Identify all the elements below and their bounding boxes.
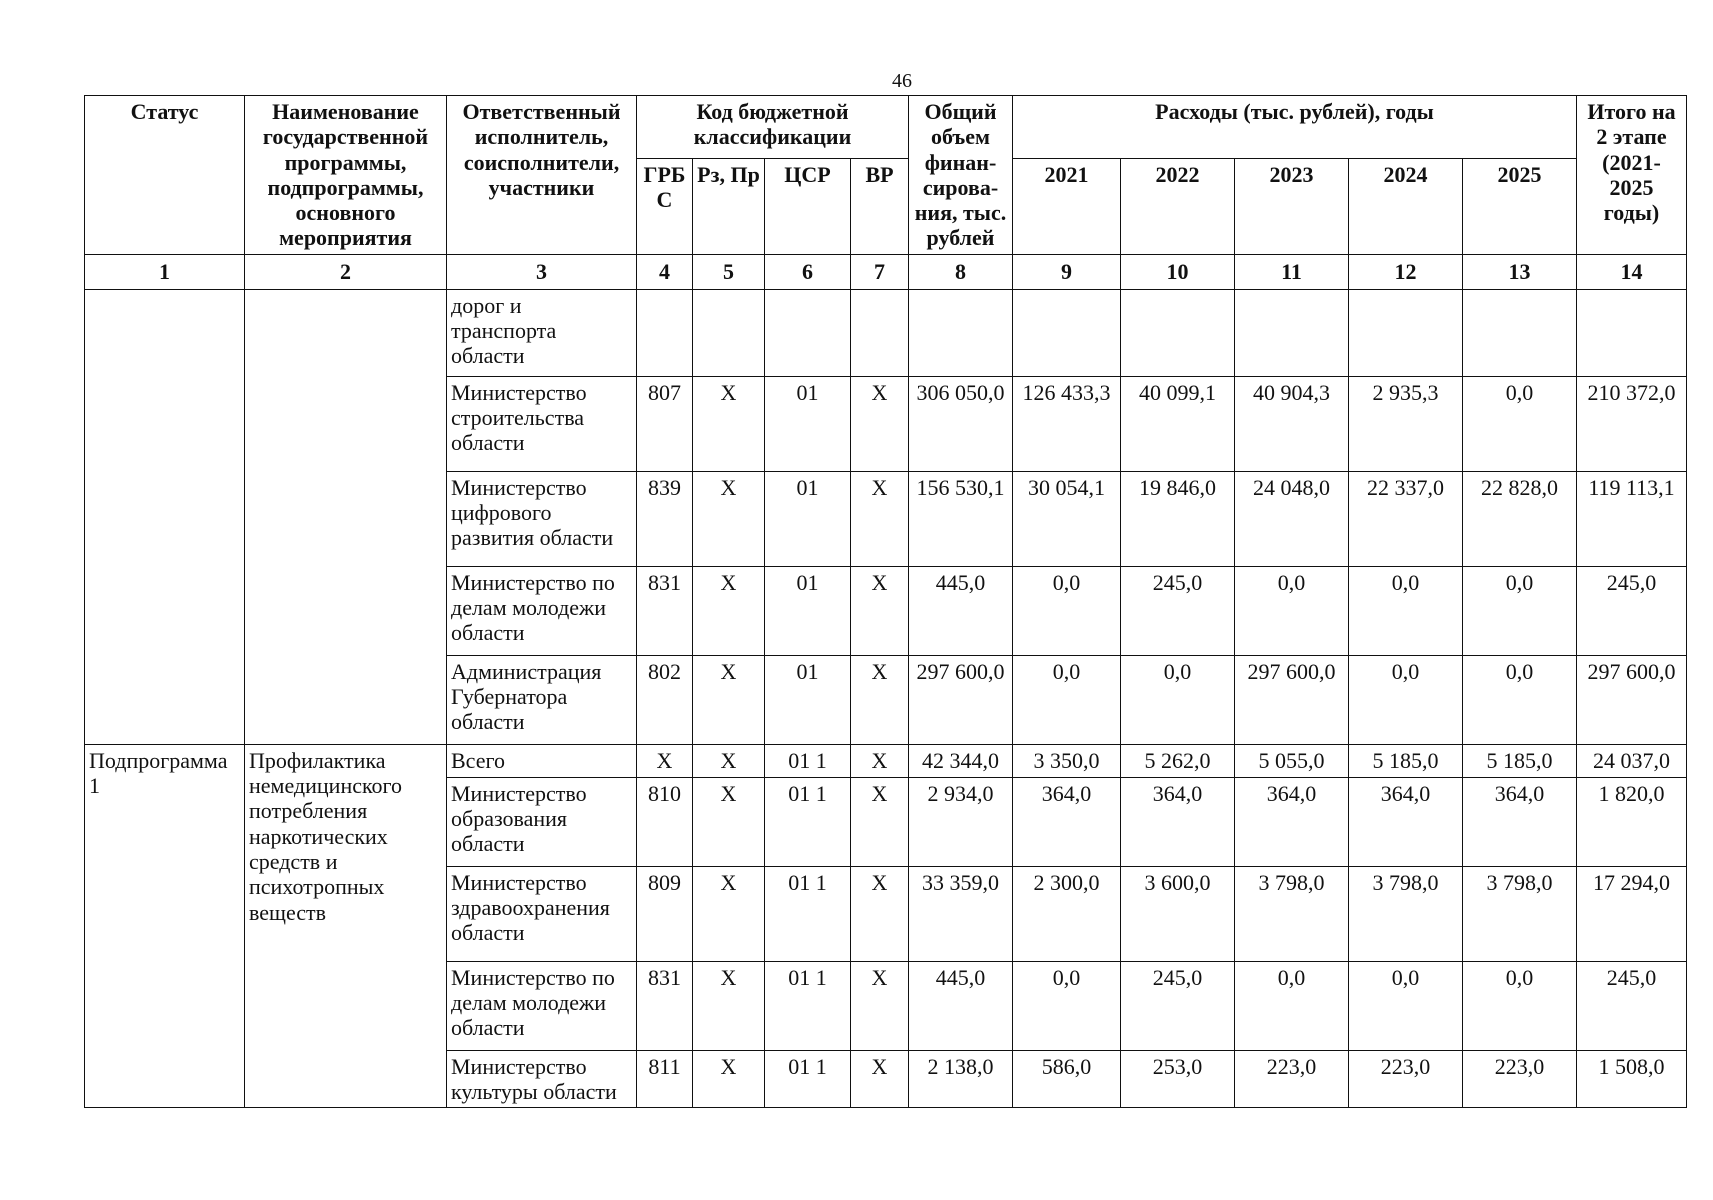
colnum: 5 <box>693 254 765 289</box>
vr-cell: X <box>851 961 909 1050</box>
subprogram-status-cell: Подпрограмма 1 <box>85 744 245 1108</box>
rz-pr-cell: X <box>693 655 765 744</box>
csr-cell: 01 <box>765 471 851 566</box>
csr-cell: 01 <box>765 566 851 655</box>
year-2023-cell: 24 048,0 <box>1235 471 1349 566</box>
year-2023-cell: 0,0 <box>1235 566 1349 655</box>
rz-pr-cell: X <box>693 961 765 1050</box>
year-2025-cell: 5 185,0 <box>1463 744 1577 777</box>
executor-cell: дорог и транспорта области <box>447 289 637 376</box>
header-year-2022: 2022 <box>1121 158 1235 254</box>
rz-pr-cell: X <box>693 744 765 777</box>
rz-pr-cell: X <box>693 777 765 866</box>
vr-cell: X <box>851 777 909 866</box>
year-2022-cell: 245,0 <box>1121 961 1235 1050</box>
year-2022-cell: 3 600,0 <box>1121 866 1235 961</box>
year-2021-cell: 364,0 <box>1013 777 1121 866</box>
stage-total-cell: 119 113,1 <box>1577 471 1687 566</box>
header-grbs: ГРБ С <box>637 158 693 254</box>
total-cell: 297 600,0 <box>909 655 1013 744</box>
total-cell: 445,0 <box>909 566 1013 655</box>
vr-cell: X <box>851 744 909 777</box>
total-cell: 33 359,0 <box>909 866 1013 961</box>
stage-total-cell: 17 294,0 <box>1577 866 1687 961</box>
year-2025-cell: 22 828,0 <box>1463 471 1577 566</box>
header-csr: ЦСР <box>765 158 851 254</box>
status-cell-empty <box>85 289 245 744</box>
year-2023-cell: 5 055,0 <box>1235 744 1349 777</box>
grbs-cell: 839 <box>637 471 693 566</box>
name-cell-empty <box>245 289 447 744</box>
executor-cell: Министерство по делам молодежи области <box>447 961 637 1050</box>
executor-cell: Министерство цифрового развития области <box>447 471 637 566</box>
year-2025-cell: 0,0 <box>1463 961 1577 1050</box>
year-2022-cell: 19 846,0 <box>1121 471 1235 566</box>
rz-pr-cell: X <box>693 1050 765 1108</box>
total-cell: 306 050,0 <box>909 376 1013 471</box>
colnum: 12 <box>1349 254 1463 289</box>
year-2024-cell: 0,0 <box>1349 566 1463 655</box>
year-2022-cell: 253,0 <box>1121 1050 1235 1108</box>
grbs-cell: 809 <box>637 866 693 961</box>
grbs-cell: 802 <box>637 655 693 744</box>
rz-pr-cell: X <box>693 566 765 655</box>
stage-total-cell: 24 037,0 <box>1577 744 1687 777</box>
csr-cell: 01 1 <box>765 744 851 777</box>
year-2021-cell: 586,0 <box>1013 1050 1121 1108</box>
grbs-cell: 831 <box>637 961 693 1050</box>
vr-cell: X <box>851 471 909 566</box>
year-2022-cell: 364,0 <box>1121 777 1235 866</box>
rz-pr-cell: X <box>693 866 765 961</box>
colnum: 6 <box>765 254 851 289</box>
grbs-cell: 831 <box>637 566 693 655</box>
executor-cell: Всего <box>447 744 637 777</box>
total-cell: 2 934,0 <box>909 777 1013 866</box>
grbs-cell: 807 <box>637 376 693 471</box>
year-2021-cell: 3 350,0 <box>1013 744 1121 777</box>
grbs-cell: 810 <box>637 777 693 866</box>
colnum: 3 <box>447 254 637 289</box>
year-2021-cell: 30 054,1 <box>1013 471 1121 566</box>
year-2023-cell: 40 904,3 <box>1235 376 1349 471</box>
executor-cell: Министерство образования области <box>447 777 637 866</box>
header-stage-total: Итого на 2 этапе (2021-2025 годы) <box>1577 96 1687 255</box>
stage-total-cell: 1 508,0 <box>1577 1050 1687 1108</box>
page-number: 46 <box>892 70 912 92</box>
header-year-2024: 2024 <box>1349 158 1463 254</box>
colnum: 2 <box>245 254 447 289</box>
header-total-volume: Общий объем финан-сирова-ния, тыс. рублей <box>909 96 1013 255</box>
colnum: 8 <box>909 254 1013 289</box>
year-2025-cell: 0,0 <box>1463 376 1577 471</box>
total-cell: 445,0 <box>909 961 1013 1050</box>
table-row <box>85 289 1687 376</box>
subprogram-name-cell: Профилактика немедицинского потребления наркотических средств и психотропных веществ <box>245 744 447 1108</box>
total-cell: 2 138,0 <box>909 1050 1013 1108</box>
colnum: 14 <box>1577 254 1687 289</box>
colnum: 11 <box>1235 254 1349 289</box>
year-2025-cell: 364,0 <box>1463 777 1577 866</box>
header-expenses: Расходы (тыс. рублей), годы <box>1013 96 1577 159</box>
year-2024-cell: 364,0 <box>1349 777 1463 866</box>
stage-total-cell: 210 372,0 <box>1577 376 1687 471</box>
csr-cell: 01 <box>765 376 851 471</box>
year-2022-cell: 40 099,1 <box>1121 376 1235 471</box>
header-rz-pr: Рз, Пр <box>693 158 765 254</box>
executor-cell: Министерство по делам молодежи области <box>447 566 637 655</box>
year-2024-cell: 2 935,3 <box>1349 376 1463 471</box>
year-2023-cell: 3 798,0 <box>1235 866 1349 961</box>
year-2024-cell: 223,0 <box>1349 1050 1463 1108</box>
csr-cell: 01 1 <box>765 866 851 961</box>
year-2023-cell: 223,0 <box>1235 1050 1349 1108</box>
colnum: 1 <box>85 254 245 289</box>
year-2025-cell: 0,0 <box>1463 566 1577 655</box>
year-2022-cell: 0,0 <box>1121 655 1235 744</box>
year-2025-cell: 223,0 <box>1463 1050 1577 1108</box>
table-row <box>85 744 1687 777</box>
year-2021-cell: 2 300,0 <box>1013 866 1121 961</box>
vr-cell: X <box>851 866 909 961</box>
executor-cell: Министерство строительства области <box>447 376 637 471</box>
executor-cell: Министерство культуры области <box>447 1050 637 1108</box>
year-2025-cell: 3 798,0 <box>1463 866 1577 961</box>
csr-cell: 01 1 <box>765 1050 851 1108</box>
year-2023-cell: 297 600,0 <box>1235 655 1349 744</box>
year-2024-cell: 22 337,0 <box>1349 471 1463 566</box>
csr-cell: 01 <box>765 655 851 744</box>
colnum: 10 <box>1121 254 1235 289</box>
colnum: 13 <box>1463 254 1577 289</box>
header-year-2025: 2025 <box>1463 158 1577 254</box>
vr-cell: X <box>851 655 909 744</box>
header-row-1 <box>85 96 1687 159</box>
year-2021-cell: 0,0 <box>1013 655 1121 744</box>
header-vr: ВР <box>851 158 909 254</box>
stage-total-cell: 245,0 <box>1577 566 1687 655</box>
total-cell: 42 344,0 <box>909 744 1013 777</box>
year-2024-cell: 3 798,0 <box>1349 866 1463 961</box>
stage-total-cell: 297 600,0 <box>1577 655 1687 744</box>
year-2024-cell: 0,0 <box>1349 655 1463 744</box>
grbs-cell: 811 <box>637 1050 693 1108</box>
rz-pr-cell: X <box>693 471 765 566</box>
year-2024-cell: 5 185,0 <box>1349 744 1463 777</box>
colnum: 9 <box>1013 254 1121 289</box>
grbs-cell: X <box>637 744 693 777</box>
stage-total-cell: 245,0 <box>1577 961 1687 1050</box>
total-cell: 156 530,1 <box>909 471 1013 566</box>
colnum: 4 <box>637 254 693 289</box>
year-2022-cell: 245,0 <box>1121 566 1235 655</box>
header-year-2021: 2021 <box>1013 158 1121 254</box>
executor-cell: Министерство здравоохранения области <box>447 866 637 961</box>
vr-cell: X <box>851 376 909 471</box>
executor-cell: Администрация Губернатора области <box>447 655 637 744</box>
year-2023-cell: 0,0 <box>1235 961 1349 1050</box>
year-2021-cell: 0,0 <box>1013 961 1121 1050</box>
year-2022-cell: 5 262,0 <box>1121 744 1235 777</box>
header-name: Наименование государственной программы, подпрограммы, основного мероприятия <box>245 96 447 255</box>
year-2024-cell: 0,0 <box>1349 961 1463 1050</box>
stage-total-cell: 1 820,0 <box>1577 777 1687 866</box>
csr-cell: 01 1 <box>765 777 851 866</box>
year-2021-cell: 126 433,3 <box>1013 376 1121 471</box>
vr-cell: X <box>851 566 909 655</box>
year-2023-cell: 364,0 <box>1235 777 1349 866</box>
csr-cell: 01 1 <box>765 961 851 1050</box>
rz-pr-cell: X <box>693 376 765 471</box>
header-year-2023: 2023 <box>1235 158 1349 254</box>
budget-table <box>84 95 1687 1108</box>
colnum: 7 <box>851 254 909 289</box>
vr-cell: X <box>851 1050 909 1108</box>
year-2025-cell: 0,0 <box>1463 655 1577 744</box>
header-status: Статус <box>85 96 245 255</box>
year-2021-cell: 0,0 <box>1013 566 1121 655</box>
header-budget-code: Код бюджетной классификации <box>637 96 909 159</box>
column-numbers-row <box>85 254 1687 289</box>
header-executor: Ответственный исполнитель, соисполнители, участники <box>447 96 637 255</box>
